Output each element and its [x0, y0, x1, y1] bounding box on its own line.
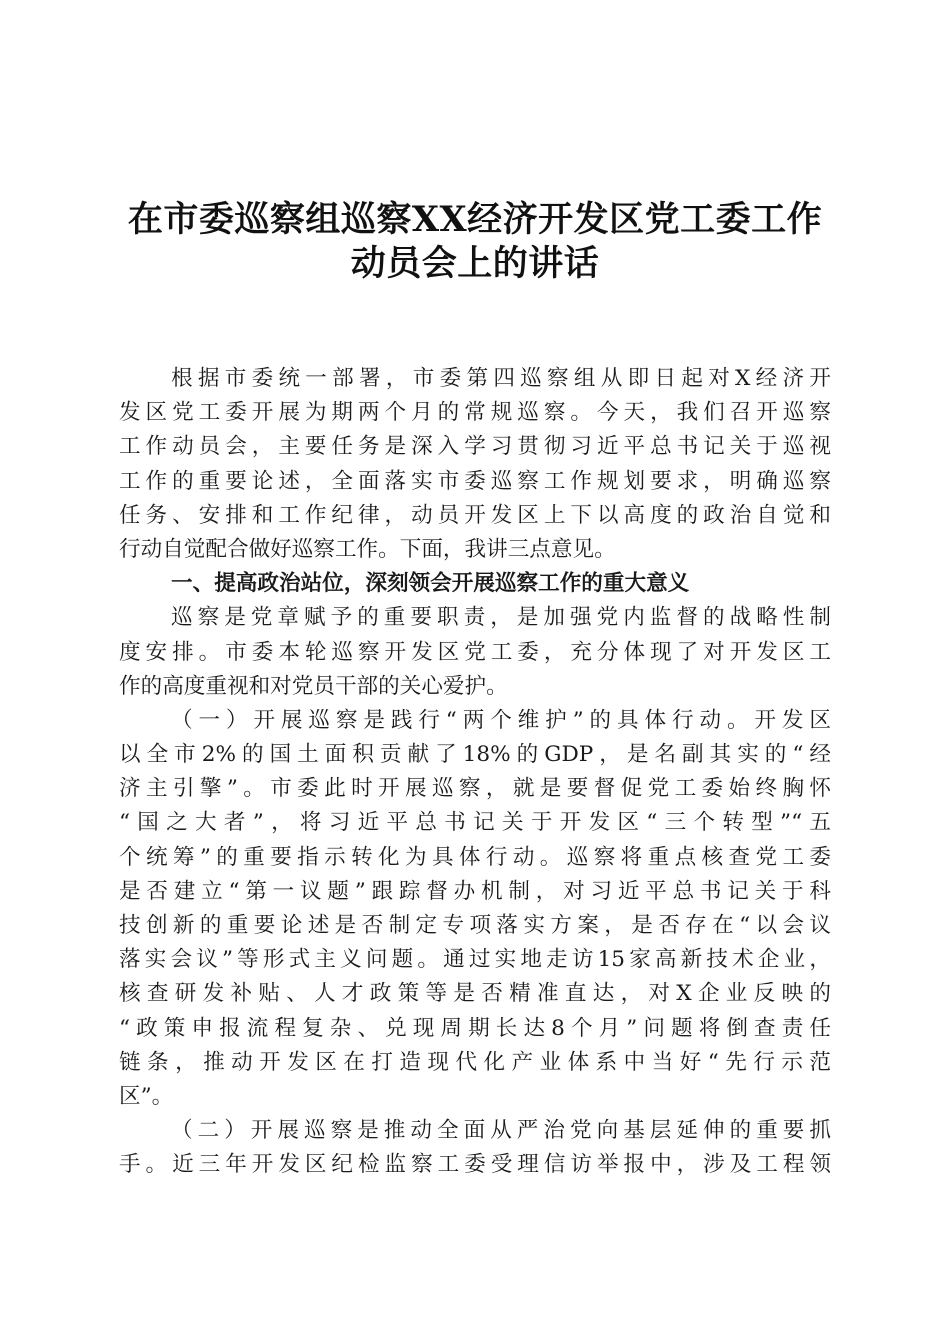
paragraph-line: 是否建立“第一议题”跟踪督办机制，对习近平总书记关于科	[119, 878, 831, 904]
paragraph-line: 技创新的重要论述是否制定专项落实方案，是否存在“以会议	[119, 913, 831, 938]
paragraph-line: 区”。	[119, 1083, 174, 1109]
paragraph-line: 手。近三年开发区纪检监察工委受理信访举报中，涉及工程领	[119, 1152, 831, 1178]
paragraph-line: 作的高度重视和对党员干部的关心爱护。	[119, 673, 508, 699]
paragraph-line: “政策申报流程复杂、兑现周期长达8个月”问题将倒查责任	[119, 1015, 831, 1041]
paragraph-line: 个统筹”的重要指示转化为具体行动。巡察将重点核查党工委	[119, 844, 831, 870]
paragraph-line: 济主引擎”。市委此时开展巡察，就是要督促党工委始终胸怀	[119, 776, 831, 802]
paragraph-line: “国之大者”，将习近平总书记关于开发区“三个转型”“五	[119, 810, 831, 836]
document-body	[119, 362, 831, 1183]
paragraph-line: 链条，推动开发区在打造现代化产业体系中当好“先行示范	[119, 1049, 831, 1075]
paragraph-line: 任务、安排和工作纪律，动员开发区上下以高度的政治自觉和	[119, 502, 831, 528]
paragraph-line: 工作动员会，主要任务是深入学习贯彻习近平总书记关于巡视	[119, 434, 831, 460]
document-title-line-1: 在市委巡察组巡察XX经济开发区党工委工作	[127, 199, 823, 240]
paragraph-line: 根据市委统一部署，市委第四巡察组从即日起对X经济开	[171, 366, 831, 391]
document-title-line-2: 动员会上的讲话	[350, 243, 600, 284]
subsection-line: （一）开展巡察是践行“两个维护”的具体行动。开发区	[171, 707, 831, 733]
paragraph-line: 以全市2%的国土面积贡献了18%的GDP，是名副其实的“经	[119, 742, 831, 768]
paragraph-line: 发区党工委开展为期两个月的常规巡察。今天，我们召开巡察	[119, 400, 831, 426]
subsection-line: （二）开展巡察是推动全面从严治党向基层延伸的重要抓	[171, 1118, 831, 1144]
section-heading: 一、提高政治站位，深刻领会开展巡察工作的重大意义	[171, 571, 690, 597]
paragraph-line: 落实会议”等形式主义问题。通过实地走访15家高新技术企业，	[119, 947, 831, 973]
paragraph-line: 核查研发补贴、人才政策等是否精准直达，对X企业反映的	[119, 981, 831, 1007]
paragraph-line: 工作的重要论述，全面落实市委巡察工作规划要求，明确巡察	[119, 468, 831, 494]
paragraph-line: 度安排。市委本轮巡察开发区党工委，充分体现了对开发区工	[119, 639, 831, 665]
paragraph-line: 行动自觉配合做好巡察工作。下面，我讲三点意见。	[119, 536, 616, 562]
paragraph-line: 巡察是党章赋予的重要职责，是加强党内监督的战略性制	[171, 605, 831, 631]
